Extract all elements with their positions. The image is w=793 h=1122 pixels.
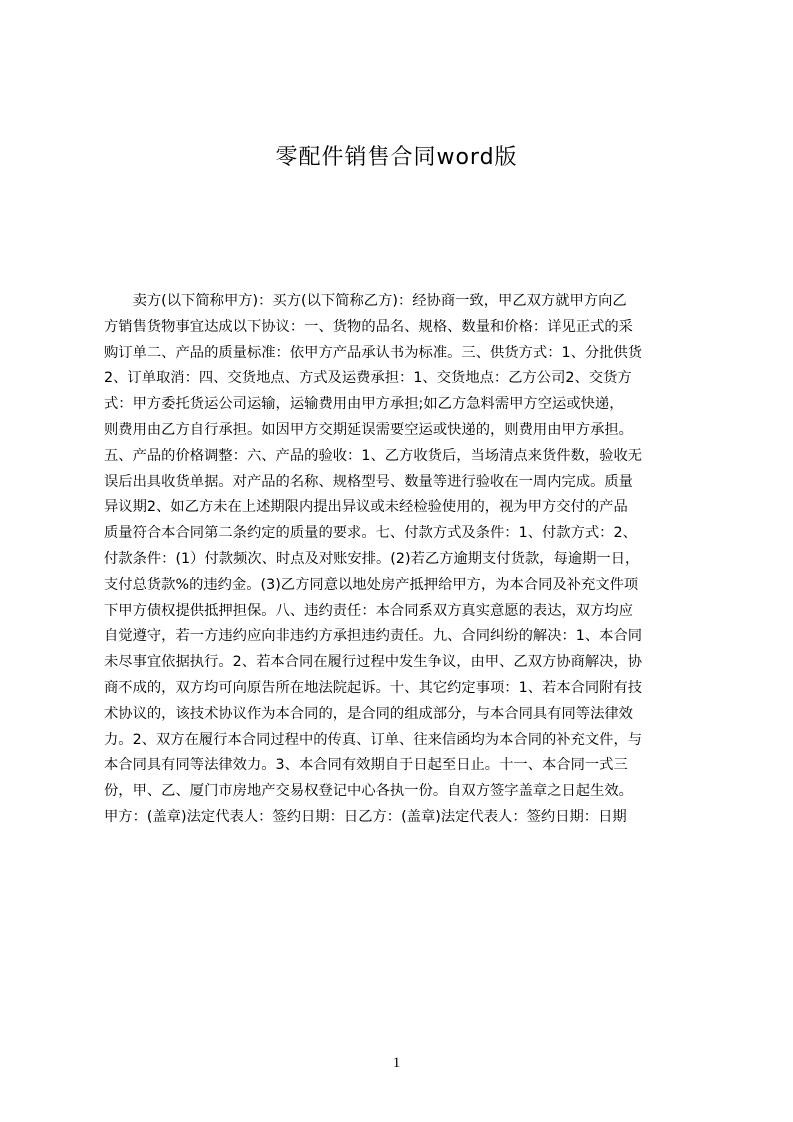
body-line: 下甲方债权提供抵押担保。八、违约责任：本合同系双方真实意愿的表达，双方均应	[104, 602, 633, 619]
body-line: 术协议的，该技术协议作为本合同的，是合同的组成部分，与本合同具有同等法律效	[104, 705, 633, 722]
body-line: 购订单二、产品的质量标准：依甲方产品承认书为标准。三、供货方式：1、分批供货	[104, 344, 643, 361]
body-line: 支付总货款%的违约金。(3)乙方同意以地处房产抵押给甲方，为本合同及补充文件项	[104, 576, 639, 593]
body-line: 误后出具收货单据。对产品的名称、规格型号、数量等进行验收在一周内完成。质量	[104, 473, 633, 490]
body-line: 付款条件：(1）付款频次、时点及对账安排。(2)若乙方逾期支付货款，每逾期一日，	[104, 550, 640, 567]
body-line: 2、订单取消：四、交货地点、方式及运费承担：1、交货地点：乙方公司2、交货方	[104, 370, 632, 387]
body-line: 份，甲、乙、厦门市房地产交易权登记中心各执一份。自双方签字盖章之日起生效。	[104, 783, 633, 800]
body-line: 自觉遵守，若一方违约应向非违约方承担违约责任。九、合同纠纷的解决：1、本合同	[104, 628, 643, 645]
body-line: 力。2、双方在履行本合同过程中的传真、订单、往来信函均为本合同的补充文件，与	[104, 731, 643, 748]
document-title: 零配件销售合同word版	[275, 145, 518, 170]
body-line: 卖方(以下简称甲方)：买方(以下简称乙方)：经协商一致，甲乙双方就甲方向乙	[104, 293, 627, 309]
body-line: 商不成的，双方均可向原告所在地法院起诉。十、其它约定事项：1、若本合同附有技	[104, 679, 643, 696]
signature-line: 甲方：(盖章)法定代表人：签约日期：日乙方：(盖章)法定代表人：签约日期：日期	[104, 808, 627, 825]
body-line: 式：甲方委托货运公司运输，运输费用由甲方承担;如乙方急料需甲方空运或快递，	[104, 396, 624, 413]
body-line: 本合同具有同等法律效力。3、本合同有效期自于日起至日止。十一、本合同一式三	[104, 757, 628, 774]
body-line: 异议期2、如乙方未在上述期限内提出异议或未经检验使用的，视为甲方交付的产品	[104, 499, 628, 516]
body-line: 五、产品的价格调整：六、产品的验收：1、乙方收货后，当场清点来货件数，验收无	[104, 447, 643, 464]
body-line: 方销售货物事宜达成以下协议：一、货物的品名、规格、数量和价格：详见正式的采	[104, 318, 633, 335]
body-line: 则费用由乙方自行承担。如因甲方交期延误需要空运或快递的，则费用由甲方承担。	[104, 421, 633, 438]
body-line: 未尽事宜依据执行。2、若本合同在履行过程中发生争议，由甲、乙双方协商解决，协	[104, 654, 643, 671]
body-line: 质量符合本合同第二条约定的质量的要求。七、付款方式及条件：1、付款方式：2、	[104, 525, 637, 542]
contract-body	[104, 289, 696, 831]
page-number: 1	[392, 1055, 401, 1071]
